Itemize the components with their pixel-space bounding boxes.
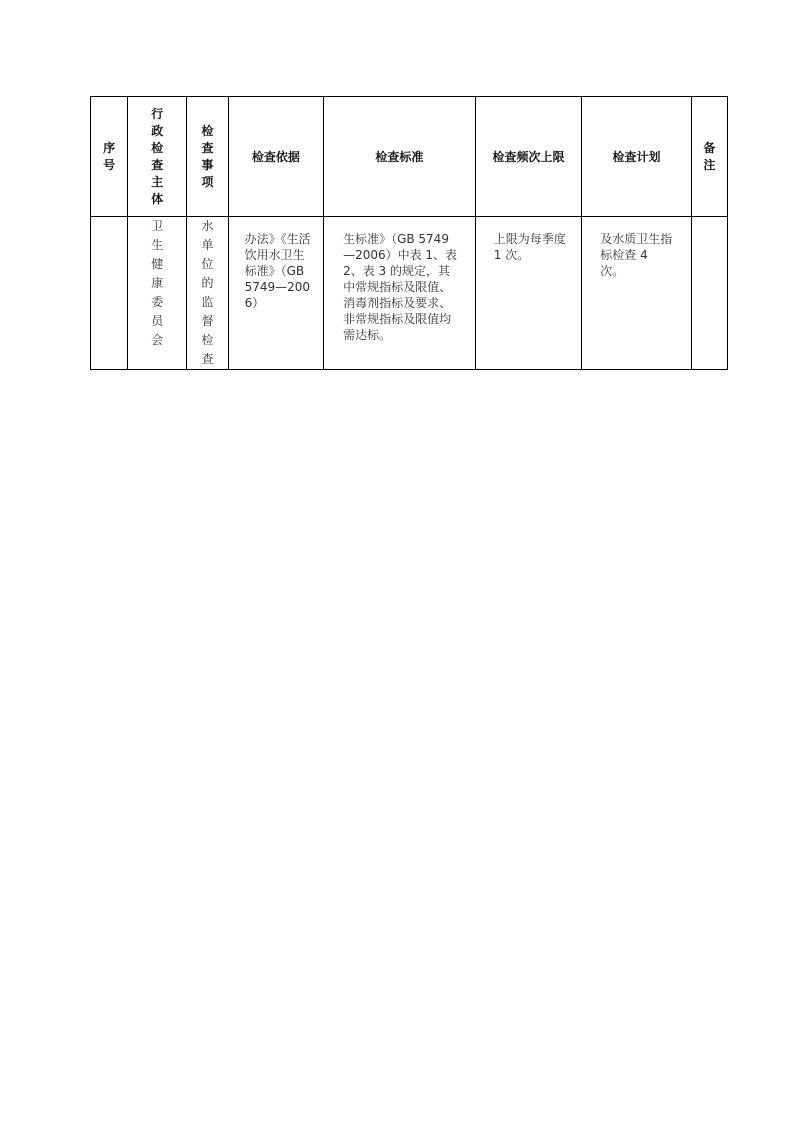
header-standard-label: 检查标准 xyxy=(375,149,424,164)
cell-basis xyxy=(228,217,323,370)
cell-standard-text: 生标准》（GB 5749—2006）中表 1、表 2、表 3 的规定，其中常规指标及限值、消毒剂指标及要求、非常规指标及限值均需达标。 xyxy=(343,232,458,342)
cell-note xyxy=(691,217,727,370)
header-note-label: 备注 xyxy=(703,140,716,172)
header-subject xyxy=(128,97,187,217)
cell-item-text: 水单位的监督检查 xyxy=(201,219,214,366)
header-seq xyxy=(91,97,128,217)
header-basis xyxy=(228,97,323,217)
header-plan-label: 检查计划 xyxy=(612,149,661,164)
header-item xyxy=(187,97,228,217)
header-seq-label: 序号 xyxy=(103,140,116,172)
cell-item xyxy=(187,217,228,370)
cell-plan xyxy=(582,217,692,370)
header-plan xyxy=(582,97,692,217)
cell-frequency-text: 上限为每季度 1 次。 xyxy=(493,232,566,262)
cell-subject-text: 卫生健康委员会 xyxy=(151,219,164,347)
header-subject-label: 行政检查主体 xyxy=(151,106,164,206)
cell-basis-text: 办法》《生活饮用水卫生标准》（GB 5749—2006） xyxy=(244,232,311,310)
cell-standard xyxy=(324,217,476,370)
cell-plan-text: 及水质卫生指标检查 4 次。 xyxy=(600,232,673,278)
cell-subject xyxy=(128,217,187,370)
cell-frequency xyxy=(475,217,582,370)
header-item-label: 检查事项 xyxy=(201,123,214,189)
header-frequency-label: 检查频次上限 xyxy=(492,149,565,164)
header-note xyxy=(691,97,727,217)
inspection-table xyxy=(90,96,728,370)
header-standard xyxy=(324,97,476,217)
header-basis-label: 检查依据 xyxy=(251,149,300,164)
header-frequency xyxy=(475,97,582,217)
table-row xyxy=(91,217,728,370)
table-header-row xyxy=(91,97,728,217)
cell-seq xyxy=(91,217,128,370)
